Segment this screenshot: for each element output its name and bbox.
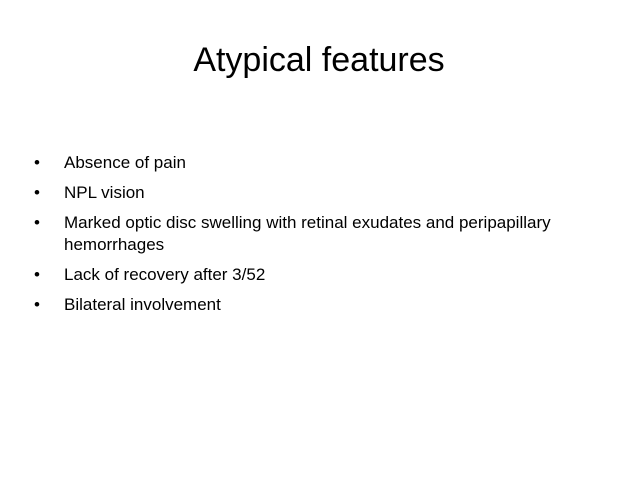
list-item bbox=[34, 212, 594, 256]
bullet-marker: • bbox=[34, 295, 40, 314]
bullet-text: NPL vision bbox=[64, 183, 145, 202]
bullet-marker: • bbox=[34, 265, 40, 284]
bullet-text: Lack of recovery after 3/52 bbox=[64, 265, 266, 284]
bullet-list bbox=[34, 152, 594, 324]
bullet-marker: • bbox=[34, 153, 40, 172]
list-item bbox=[34, 264, 594, 286]
bullet-text: Absence of pain bbox=[64, 153, 186, 172]
slide-title: Atypical features bbox=[193, 41, 445, 79]
bullet-text: Marked optic disc swelling with retinal exudates and peripapillary hemorrhages bbox=[64, 213, 551, 254]
bullet-marker: • bbox=[34, 213, 40, 232]
bullet-text: Bilateral involvement bbox=[64, 295, 221, 314]
list-item bbox=[34, 294, 594, 316]
bullet-marker: • bbox=[34, 183, 40, 202]
list-item bbox=[34, 152, 594, 174]
list-item bbox=[34, 182, 594, 204]
